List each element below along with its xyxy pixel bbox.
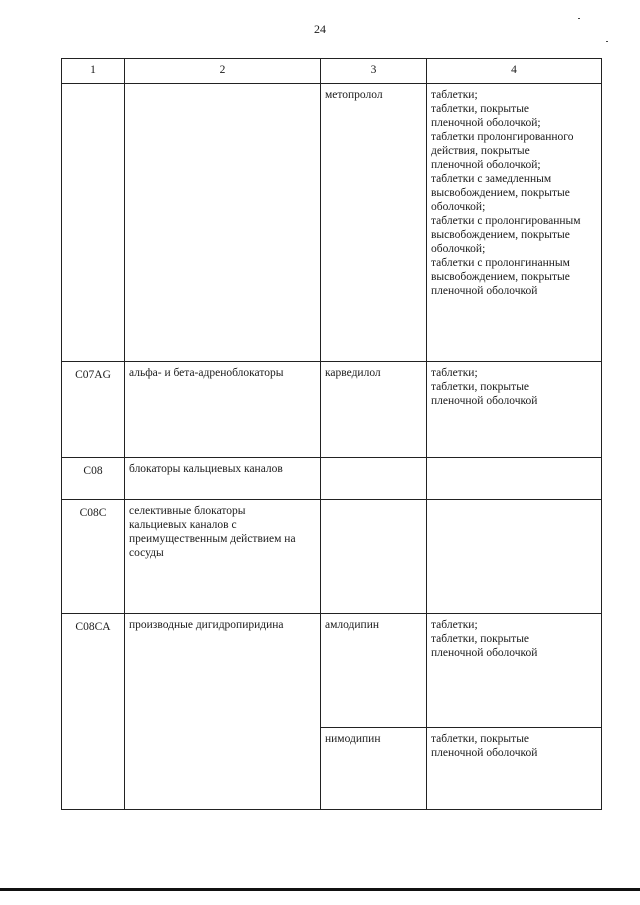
header-col-1: 1	[62, 59, 125, 84]
table-row	[62, 84, 602, 362]
drug-name-cell: нимодипин	[321, 728, 427, 810]
dosage-form-line: действия, покрытые	[431, 145, 530, 157]
page-bottom-rule	[0, 888, 640, 891]
table-row	[62, 500, 602, 614]
header-col-4: 4	[427, 59, 602, 84]
atc-code-cell: C08C	[62, 500, 125, 614]
group-cell	[125, 458, 321, 500]
dosage-form-line: таблетки;	[431, 619, 478, 631]
dosage-form-line: высвобождением, покрытые	[431, 229, 570, 241]
group-line: производные дигидропиридина	[129, 619, 284, 631]
dosage-form-line: оболочкой;	[431, 201, 486, 213]
group-cell	[125, 362, 321, 458]
group-line: сосуды	[129, 547, 164, 559]
atc-code-cell: C08CA	[62, 614, 125, 810]
drug-table	[61, 58, 602, 810]
group-line: альфа- и бета-адреноблокаторы	[129, 367, 284, 379]
table-row	[62, 458, 602, 500]
header-col-3: 3	[321, 59, 427, 84]
scan-speck	[606, 41, 608, 42]
dosage-form-line: пленочной оболочкой;	[431, 159, 541, 171]
dosage-form-line: таблетки, покрытые	[431, 103, 530, 115]
drug-name-cell	[321, 458, 427, 500]
dosage-form-line: таблетки, покрытые	[431, 381, 530, 393]
drug-name-cell	[321, 500, 427, 614]
dosage-forms-cell	[427, 84, 602, 362]
drug-name-cell: карведилол	[321, 362, 427, 458]
page-number: 24	[314, 22, 326, 36]
atc-code-cell: C07AG	[62, 362, 125, 458]
dosage-form-line: пленочной оболочкой	[431, 747, 538, 759]
table-row	[62, 362, 602, 458]
dosage-form-line: высвобождением, покрытые	[431, 187, 570, 199]
dosage-forms-cell	[427, 728, 602, 810]
dosage-forms-cell	[427, 614, 602, 728]
dosage-form-line: таблетки пролонгированного	[431, 131, 574, 143]
dosage-form-line: пленочной оболочкой	[431, 285, 538, 297]
drug-name-cell: метопролол	[321, 84, 427, 362]
dosage-forms-cell	[427, 458, 602, 500]
dosage-forms-cell	[427, 500, 602, 614]
dosage-form-line: таблетки, покрытые	[431, 633, 530, 645]
table-row	[62, 614, 602, 728]
dosage-form-line: таблетки с пролонгированным	[431, 215, 581, 227]
group-line: селективные блокаторы	[129, 505, 246, 517]
atc-code-cell	[62, 84, 125, 362]
dosage-form-line: таблетки, покрытые	[431, 733, 530, 745]
group-cell	[125, 614, 321, 810]
group-line: кальциевых каналов с	[129, 519, 237, 531]
dosage-form-line: пленочной оболочкой	[431, 395, 538, 407]
dosage-forms-cell	[427, 362, 602, 458]
header-col-2: 2	[125, 59, 321, 84]
header-row	[62, 59, 602, 84]
drug-name-cell: амлодипин	[321, 614, 427, 728]
dosage-form-line: таблетки с пролонгинанным	[431, 257, 570, 269]
dosage-form-line: таблетки с замедленным	[431, 173, 552, 185]
dosage-form-line: таблетки;	[431, 367, 478, 379]
group-line: преимущественным действием на	[129, 533, 296, 545]
dosage-form-line: оболочкой;	[431, 243, 486, 255]
group-line: блокаторы кальциевых каналов	[129, 463, 283, 475]
dosage-form-line: пленочной оболочкой;	[431, 117, 541, 129]
group-cell	[125, 500, 321, 614]
dosage-form-line: высвобождением, покрытые	[431, 271, 570, 283]
dosage-form-line: пленочной оболочкой	[431, 647, 538, 659]
atc-code-cell: C08	[62, 458, 125, 500]
scan-speck	[578, 18, 580, 19]
group-cell	[125, 84, 321, 362]
dosage-form-line: таблетки;	[431, 89, 478, 101]
